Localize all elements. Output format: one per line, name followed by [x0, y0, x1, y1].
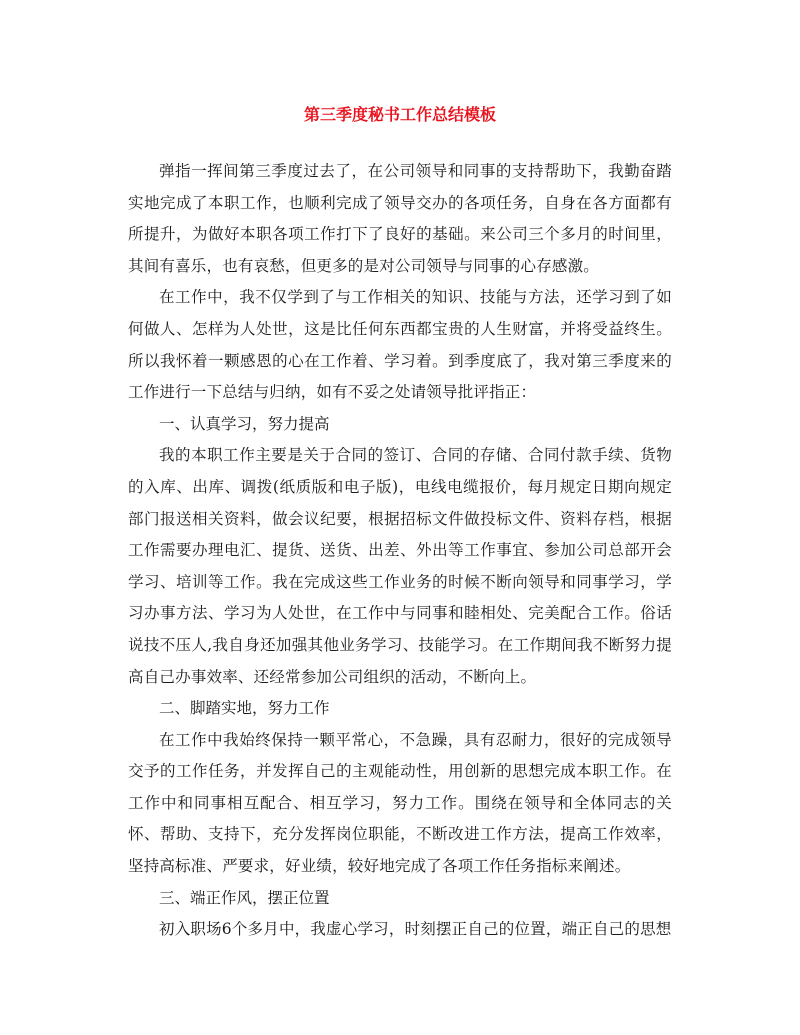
section-3-heading: 三、端正作风，摆正位置 — [159, 888, 330, 907]
section-2-heading: 二、脚踏实地，努力工作 — [159, 699, 330, 718]
document-title: 第三季度秘书工作总结模板 — [303, 105, 496, 124]
intro-paragraph: 弹指一挥间第三季度过去了，在公司领导和同事的支持帮助下，我勤奋踏实地完成了本职工作，也顺利完成了领导交办的各项任务，自身在各方面都有所提升，为做好本职各项工作打下了良好的基础。来公司三个多月的时间里，其间有喜乐，也有哀愁，但更多的是对公司领导与同事的心存感激。 — [128, 162, 672, 275]
section-1-heading: 一、认真学习，努力提高 — [159, 414, 330, 433]
section-2-body: 在工作中我始终保持一颗平常心，不急躁，具有忍耐力，很好的完成领导交予的工作任务，并发挥自己的主观能动性，用创新的思想完成本职工作。在工作中和同事相互配合、相互学习，努力工作。围绕在领导和全体同志的关怀、帮助、支持下，充分发挥岗位职能，不断改进工作方法，提高工作效率，坚持高标准、严要求，好业绩，较好地完成了各项工作任务指标来阐述。 — [128, 730, 672, 876]
section-1-body: 我的本职工作主要是关于合同的签订、合同的存储、合同付款手续、货物的入库、出库、调拨(纸质版和电子版)，电线电缆报价，每月规定日期向规定部门报送相关资料，做会议纪要，根据招标文件做投标文件、资料存档，根据工作需要办理电汇、提货、送货、出差、外出等工作事宜、参加公司总部开会学习、培训等工作。我在完成这些工作业务的时候不断向领导和同事学习，学习办事方法、学习为人处世，在工作中与同事和睦相处、完美配合工作。俗话说技不压人,我自身还加强其他业务学习、技能学习。在工作期间我不断努力提高自己办事效率、还经常参加公司组织的活动，不断向上。 — [128, 446, 672, 686]
intro-paragraph-2: 在工作中，我不仅学到了与工作相关的知识、技能与方法，还学习到了如何做人、怎样为人处世，这是比任何东西都宝贵的人生财富，并将受益终生。所以我怀着一颗感恩的心在工作着、学习着。到季度底了，我对第三季度来的工作进行一下总结与归纳，如有不妥之处请领导批评指正： — [128, 288, 672, 402]
section-3-body: 初入职场6个多月中，我虚心学习，时刻摆正自己的位置，端正自己的思想 — [159, 920, 672, 939]
